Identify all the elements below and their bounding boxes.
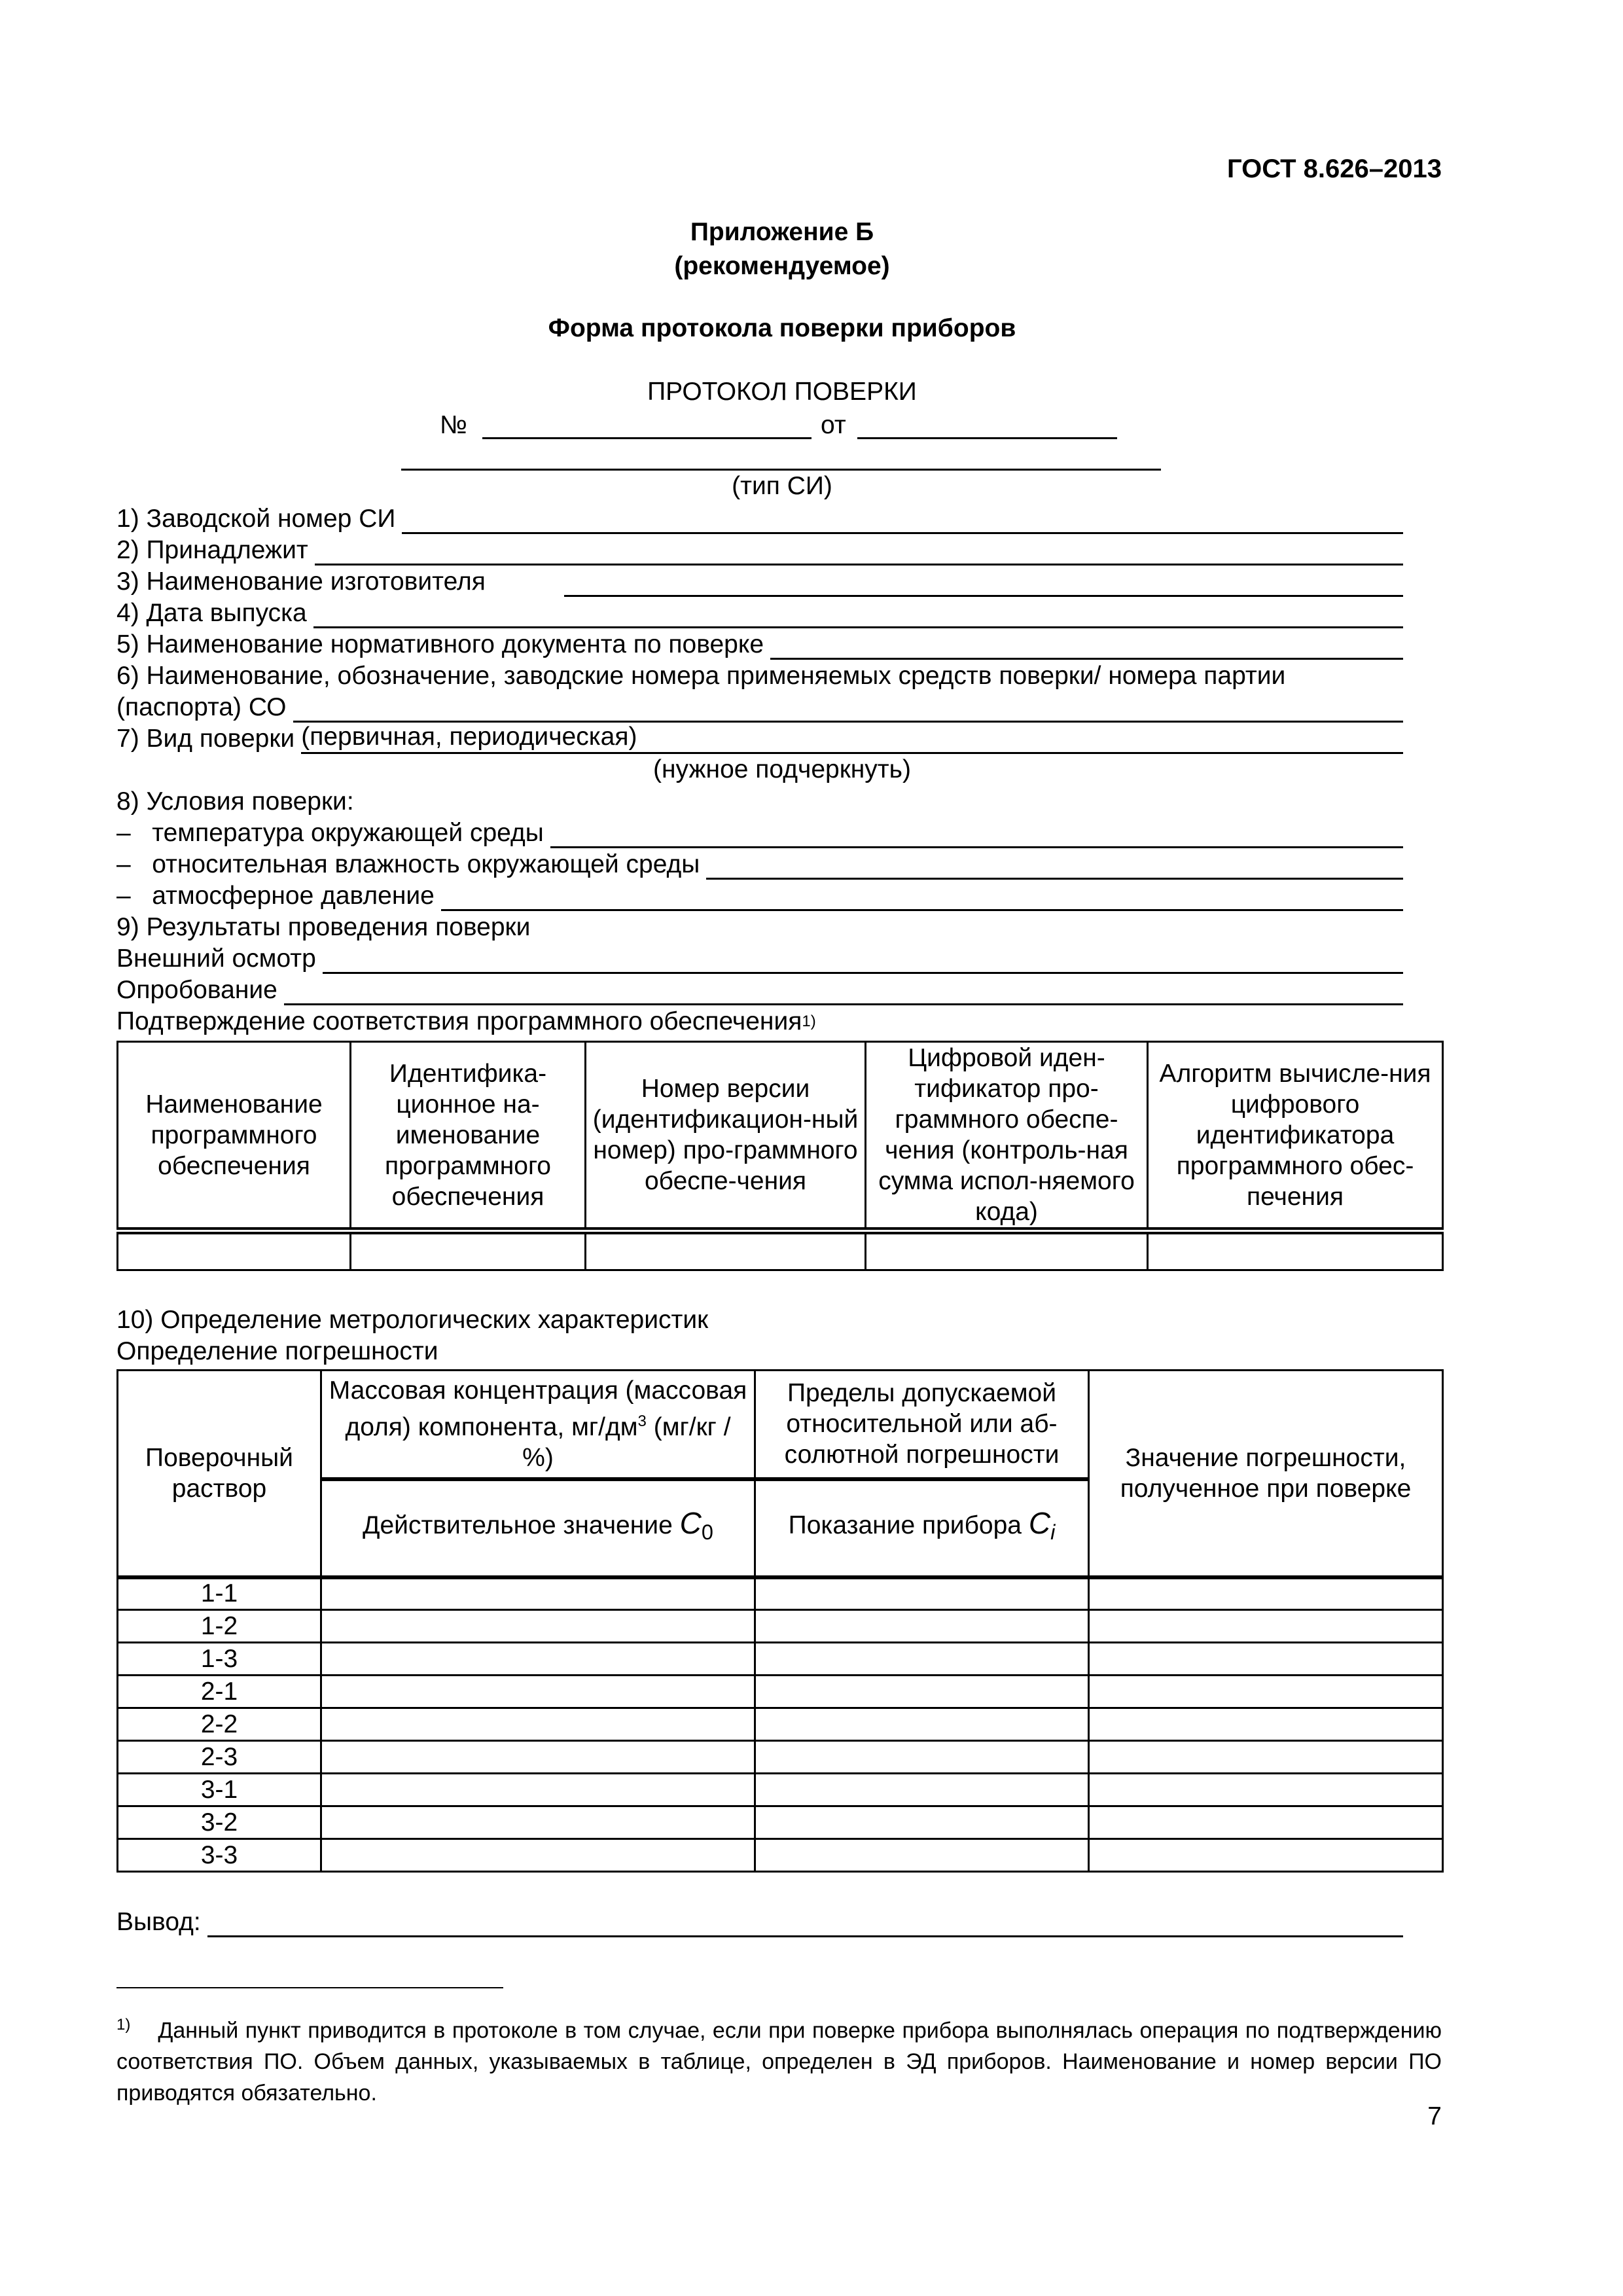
solution-id: 1-3	[118, 1643, 321, 1676]
results-row	[116, 912, 1403, 942]
page-number: 7	[1427, 2102, 1442, 2130]
instrument-type-field[interactable]	[401, 469, 1161, 471]
header-version: Номер версии (идентификацион-ный номер) про-граммного обеспе-чения	[586, 1042, 866, 1231]
kind-field[interactable]	[301, 722, 1403, 754]
value-cell[interactable]	[1089, 1708, 1443, 1741]
inspection-row	[116, 944, 1403, 974]
value-cell[interactable]	[755, 1774, 1089, 1806]
value-cell[interactable]	[1089, 1774, 1443, 1806]
solution-id: 3-2	[118, 1806, 321, 1839]
software-cell[interactable]	[586, 1231, 866, 1270]
value-cell[interactable]	[321, 1708, 755, 1741]
inspection-field[interactable]	[323, 947, 1403, 974]
value-cell[interactable]	[1089, 1741, 1443, 1774]
table-row	[118, 1741, 1443, 1774]
date-label: от	[821, 411, 846, 439]
conclusion-label: Вывод:	[116, 1908, 201, 1936]
table-row	[118, 1643, 1443, 1676]
release-date-field[interactable]	[313, 601, 1403, 628]
value-cell[interactable]	[755, 1610, 1089, 1643]
serial-row	[116, 504, 1403, 534]
table-row	[118, 1676, 1443, 1708]
solution-id: 1-1	[118, 1577, 321, 1610]
table-row	[118, 1610, 1443, 1643]
footnote-mark: 1)	[116, 2016, 131, 2034]
value-cell[interactable]	[321, 1839, 755, 1872]
header-digital-id: Цифровой иден-тификатор про-граммного обеспе-чения (контроль-ная сумма испол-няемого кода)	[866, 1042, 1148, 1231]
serial-label: 1) Заводской номер СИ	[116, 505, 396, 533]
serial-field[interactable]	[402, 507, 1403, 534]
reading-label: Показание прибора	[788, 1511, 1022, 1540]
table-row	[118, 1577, 1443, 1610]
value-cell[interactable]	[321, 1806, 755, 1839]
software-cell[interactable]	[351, 1231, 586, 1270]
release-date-label: 4) Дата выпуска	[116, 599, 307, 627]
value-cell[interactable]	[321, 1577, 755, 1610]
humidity-field[interactable]	[706, 853, 1403, 880]
manufacturer-row	[116, 567, 1403, 597]
header-solution: Поверочный раствор	[118, 1371, 321, 1577]
means-label: 6) Наименование, обозначение, заводские номера применяемых средств поверки/ номера партии	[116, 662, 1286, 690]
actual-label: Действительное значение	[363, 1511, 673, 1540]
appendix-title: Приложение Б	[690, 218, 874, 246]
number-field[interactable]	[482, 437, 812, 439]
value-cell[interactable]	[755, 1741, 1089, 1774]
value-cell[interactable]	[1089, 1643, 1443, 1676]
pressure-field[interactable]	[441, 884, 1403, 911]
header-concentration-unit: (мг/кг / %)	[522, 1412, 731, 1472]
pressure-label: – атмосферное давление	[116, 882, 435, 910]
means-cont-row	[116, 692, 1403, 723]
kind-row	[116, 724, 1403, 754]
value-cell[interactable]	[321, 1774, 755, 1806]
software-row	[116, 1007, 1403, 1037]
conclusion-field[interactable]	[207, 1910, 1403, 1937]
error-table	[116, 1369, 1444, 1873]
metrology-subtitle-row	[116, 1336, 1403, 1367]
means-field[interactable]	[293, 696, 1403, 723]
header-concentration-text: Массовая концентрация (массовая доля) компонента, мг/дм	[329, 1376, 747, 1441]
metrology-title: 10) Определение метрологических характеристик	[116, 1306, 709, 1334]
header-software-name: Наименование программного обеспечения	[118, 1042, 351, 1231]
inspection-label: Внешний осмотр	[116, 944, 316, 973]
table-row	[118, 1774, 1443, 1806]
testing-row	[116, 975, 1403, 1005]
means-cont-label: (паспорта) СО	[116, 693, 287, 721]
metrology-subtitle: Определение погрешности	[116, 1337, 438, 1365]
form-title: Форма протокола поверки приборов	[548, 314, 1016, 342]
owner-row	[116, 535, 1403, 565]
value-cell[interactable]	[755, 1708, 1089, 1741]
normative-doc-row	[116, 630, 1403, 660]
temperature-label: – температура окружающей среды	[116, 819, 544, 847]
header-error: Значение погрешности, полученное при поверке	[1089, 1371, 1443, 1577]
temperature-field[interactable]	[550, 821, 1403, 848]
normative-doc-label: 5) Наименование нормативного документа по поверке	[116, 630, 764, 658]
solution-id: 2-3	[118, 1741, 321, 1774]
value-cell[interactable]	[321, 1643, 755, 1676]
value-cell[interactable]	[755, 1806, 1089, 1839]
owner-field[interactable]	[315, 539, 1403, 565]
temperature-row	[116, 818, 1403, 848]
header-concentration	[321, 1371, 755, 1479]
header-actual-value	[321, 1479, 755, 1577]
conditions-label: 8) Условия поверки:	[116, 787, 354, 816]
manufacturer-label: 3) Наименование изготовителя	[116, 567, 486, 596]
table-row	[118, 1839, 1443, 1872]
header-software-id-name: Идентифика-ционное на-именование программного обеспечения	[351, 1042, 586, 1231]
kind-options: (первичная, периодическая)	[301, 723, 637, 751]
means-row	[116, 661, 1403, 691]
footnote-ref: 1)	[802, 1013, 816, 1030]
footnote-text: Данный пункт приводится в протоколе в том случае, если при поверке прибора выполнялась операция по подтверждению соответствия ПО. Объем данных, указываемых в таблице, определен в ЭД приборов. Наименование и номер версии ПО приводятся обязательно.	[116, 2018, 1442, 2106]
value-cell[interactable]	[1089, 1839, 1443, 1872]
date-field[interactable]	[857, 437, 1117, 439]
solution-id: 1-2	[118, 1610, 321, 1643]
table-row	[118, 1708, 1443, 1741]
header-concentration-sup: 3	[637, 1412, 647, 1430]
standard-number: ГОСТ 8.626–2013	[1226, 154, 1442, 183]
value-cell[interactable]	[755, 1839, 1089, 1872]
humidity-label: – относительная влажность окружающей среды	[116, 850, 700, 878]
owner-label: 2) Принадлежит	[116, 536, 308, 564]
header-algorithm: Алгоритм вычисле-ния цифрового идентификатора программного обес-печения	[1148, 1042, 1443, 1231]
value-cell[interactable]	[1089, 1577, 1443, 1610]
results-label: 9) Результаты проведения поверки	[116, 913, 531, 941]
number-label: №	[440, 411, 467, 439]
software-cell[interactable]	[866, 1231, 1148, 1270]
software-table	[116, 1041, 1444, 1271]
actual-symbol: C	[679, 1506, 702, 1541]
value-cell[interactable]	[755, 1577, 1089, 1610]
footnote	[116, 2009, 1442, 2109]
solution-id: 2-2	[118, 1708, 321, 1741]
humidity-row	[116, 850, 1403, 880]
header-reading	[755, 1479, 1089, 1577]
pressure-row	[116, 881, 1403, 911]
footnote-divider	[116, 1987, 503, 1988]
conclusion-row	[116, 1907, 1403, 1937]
protocol-title: ПРОТОКОЛ ПОВЕРКИ	[647, 378, 917, 406]
manufacturer-field[interactable]	[564, 570, 1403, 597]
reading-symbol: C	[1028, 1506, 1051, 1541]
normative-doc-field[interactable]	[770, 633, 1403, 660]
header-limits: Пределы допускаемой относительной или аб-солютной погрешности	[755, 1371, 1089, 1479]
value-cell[interactable]	[321, 1741, 755, 1774]
table-row	[118, 1806, 1443, 1839]
solution-id: 2-1	[118, 1676, 321, 1708]
testing-field[interactable]	[284, 978, 1403, 1005]
value-cell[interactable]	[1089, 1806, 1443, 1839]
metrology-title-row	[116, 1305, 1403, 1335]
software-cell[interactable]	[118, 1231, 351, 1270]
kind-note: (нужное подчеркнуть)	[653, 755, 911, 783]
value-cell[interactable]	[321, 1676, 755, 1708]
appendix-status: (рекомендуемое)	[674, 252, 890, 280]
value-cell[interactable]	[755, 1676, 1089, 1708]
software-cell[interactable]	[1148, 1231, 1443, 1270]
software-label: Подтверждение соответствия программного обеспечения	[116, 1007, 802, 1035]
testing-label: Опробование	[116, 976, 277, 1004]
value-cell[interactable]	[321, 1610, 755, 1643]
reading-index: i	[1050, 1520, 1056, 1544]
value-cell[interactable]	[1089, 1676, 1443, 1708]
solution-id: 3-1	[118, 1774, 321, 1806]
instrument-type-caption: (тип СИ)	[732, 472, 832, 500]
solution-id: 3-3	[118, 1839, 321, 1872]
value-cell[interactable]	[1089, 1610, 1443, 1643]
kind-label: 7) Вид поверки	[116, 725, 295, 753]
conditions-row	[116, 787, 1403, 817]
actual-index: 0	[701, 1520, 713, 1544]
value-cell[interactable]	[755, 1643, 1089, 1676]
release-date-row	[116, 598, 1403, 628]
